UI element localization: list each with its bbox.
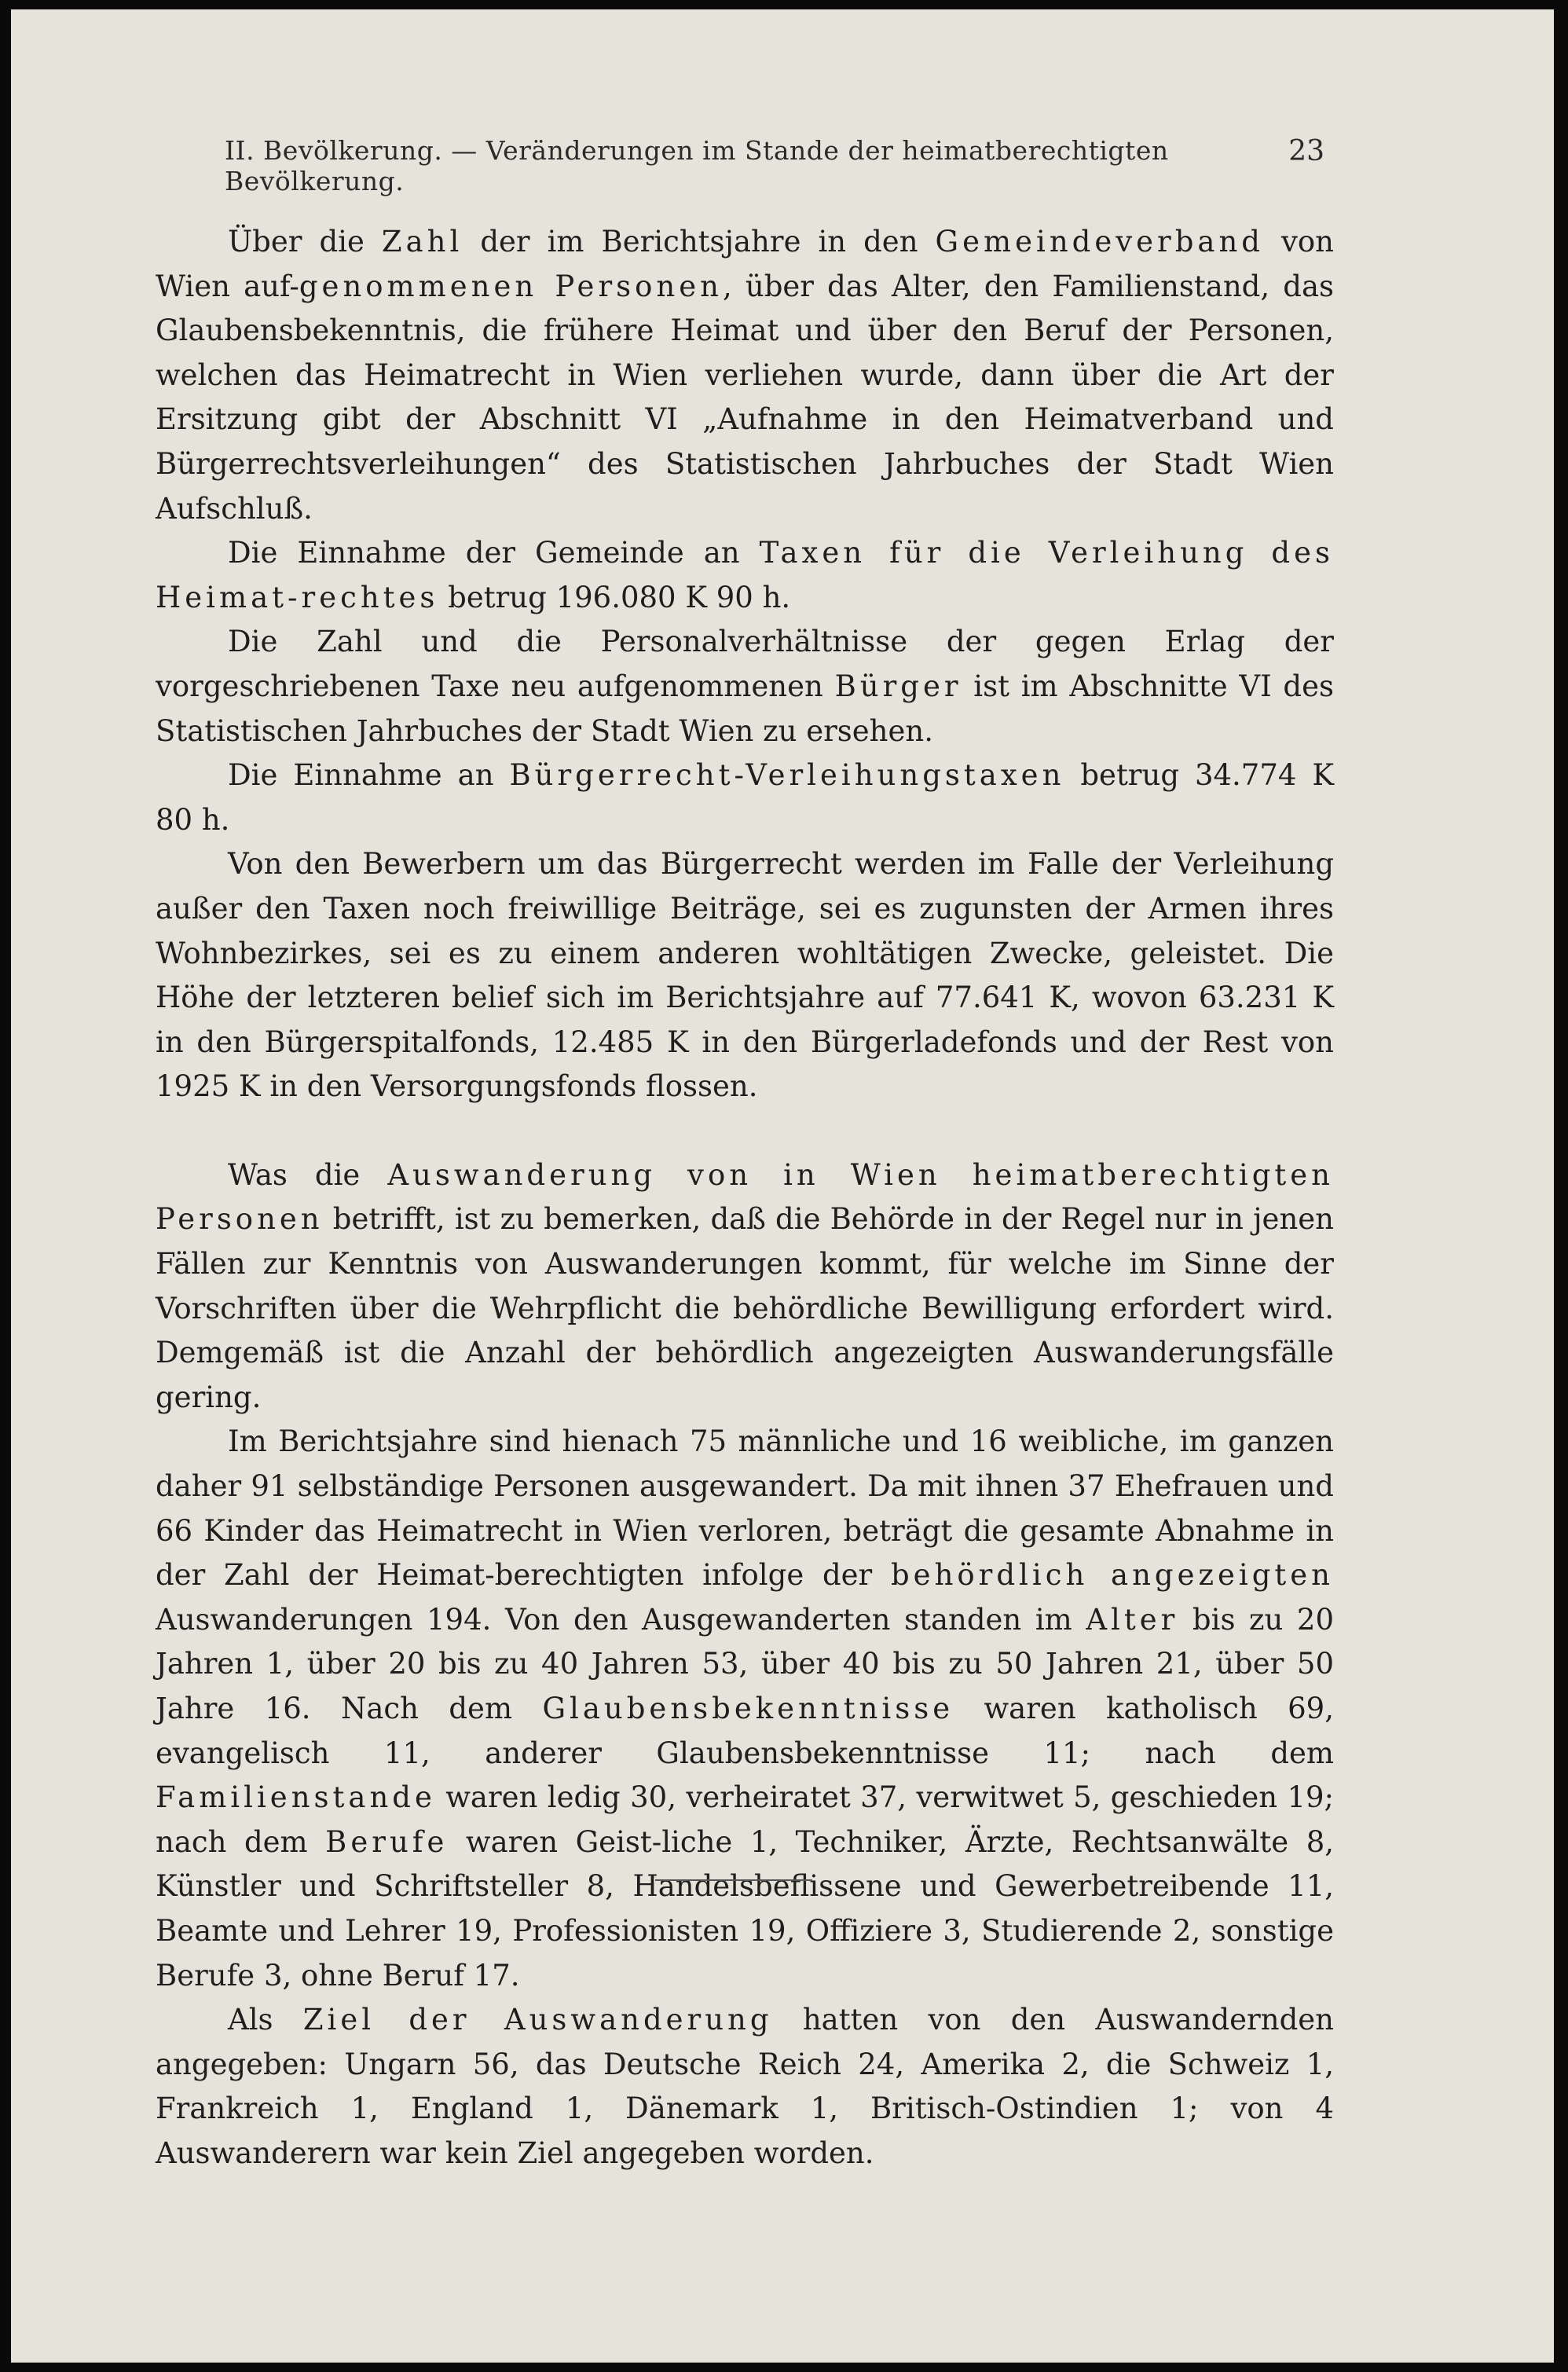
- paragraph: [156, 842, 1334, 1109]
- paragraph: [156, 1420, 1334, 1998]
- header-title: II. Bevölkerung. — Veränderungen im Stande der heimatberechtigten Bevölkerung.: [225, 135, 1169, 196]
- paragraph-text: Die Einnahme an: [228, 758, 510, 793]
- spaced-emphasis-text: Bürgerrecht-Verleihungstaxen: [509, 758, 1065, 793]
- paragraph-text: Im Berichtsjahre sind hienach 75 männliche und 16 weibliche, im ganzen daher 91 selbständige Personen ausgewandert. Da mit ihnen 37 Ehefrauen und 66 Kinder das Heimatrecht in Wien verloren, beträgt die gesamte Abnahme in der Zahl der Heimat-berechtigten infolge der: [156, 1424, 1334, 1593]
- spaced-emphasis-text: genommenen Personen: [299, 269, 723, 303]
- paragraph-text: ist im Abschnitte VI des Statistischen Jahrbuches der Stadt Wien zu ersehen.: [156, 669, 1335, 748]
- spaced-emphasis-text: Alter: [1086, 1602, 1179, 1637]
- page-number: 23: [1288, 135, 1324, 167]
- paragraph-text: Als: [228, 2003, 303, 2037]
- spaced-emphasis-text: Bürger: [834, 669, 962, 703]
- spaced-emphasis-text: Gemeindeverband: [935, 225, 1264, 258]
- paragraph: [156, 531, 1334, 620]
- document-page: [11, 9, 1554, 2363]
- paragraph-text: waren ledig 30, verheiratet 37, verwitwet 5, geschieden 19; nach dem: [156, 1780, 1334, 1859]
- spaced-emphasis-text: Berufe: [325, 1824, 449, 1859]
- paragraph-text: Auswanderungen 194. Von den Ausgewanderten standen im: [156, 1602, 1086, 1637]
- spaced-emphasis-text: behördlich angezeigten: [891, 1558, 1335, 1593]
- paragraph-text: der im Berichtsjahre in den: [463, 225, 936, 258]
- paragraph: [156, 1153, 1334, 1421]
- spaced-emphasis-text: Zahl: [381, 225, 463, 258]
- paragraph-text: Die Zahl und die Personalverhältnisse der gegen Erlag der vorgeschriebenen Taxe neu aufgenommenen: [156, 625, 1334, 703]
- paragraph-text: Von den Bewerbern um das Bürgerrecht werden im Falle der Verleihung außer den Taxen noch freiwillige Beiträge, sei es zugunsten der Armen ihres Wohnbezirkes, sei es zu einem anderen wohltätigen Zwecke, geleistet. Die Höhe der letzteren belief sich im Berichtsjahre auf 77.641 K, wovon 63.231 K in den Bürgerspitalfonds, 12.485 K in den Bürgerladefonds und der Rest von 1925 K in den Versorgungsfonds flossen.: [156, 847, 1334, 1104]
- paragraph-text: bis zu 20 Jahren 1, über 20 bis zu 40 Jahren 53, über 40 bis zu 50 Jahren 21, über 50 Jahre 16. Nach dem: [156, 1602, 1334, 1725]
- paragraph-text: betrifft, ist zu bemerken, daß die Behörde in der Regel nur in jenen Fällen zur Kenntnis von Auswanderungen kommt, für welche im Sinne der Vorschriften über die Wehrpflicht die behördliche Bewilligung erfordert wird. Demgemäß ist die Anzahl der behördlich angezeigten Auswanderungsfälle gering.: [156, 1202, 1334, 1414]
- spaced-emphasis-text: Familienstande: [156, 1780, 436, 1815]
- paragraph-text: betrug 196.080 K 90 h.: [438, 580, 791, 614]
- paragraph-text: von Wien auf-: [156, 225, 1334, 303]
- paragraph-text: Über die: [228, 225, 382, 258]
- paragraph-text: Die Einnahme der Gemeinde an: [228, 536, 760, 570]
- paragraph-text: hatten von den Auswandernden angegeben: Ungarn 56, das Deutsche Reich 24, Amerika 2, die Schweiz 1, Frankreich 1, England 1, Dänemark 1, Britisch-Ostindien 1; von 4 Auswanderern war kein Ziel angegeben worden.: [156, 2003, 1334, 2170]
- spaced-emphasis-text: Glaubensbekenntnisse: [542, 1692, 954, 1725]
- paragraph: [156, 620, 1334, 753]
- end-rule: [655, 1879, 812, 1881]
- paragraph: [156, 753, 1334, 842]
- body-text: [156, 220, 1334, 2176]
- paragraph-text: waren Geist-liche 1, Techniker, Ärzte, Rechtsanwälte 8, Künstler und Schriftsteller 8, Handelsbeflissene und Gewerbetreibende 11, Beamte und Lehrer 19, Professionisten 19, Offiziere 3, Studierende 2, sonstige Berufe 3, ohne Beruf 17.: [156, 1824, 1334, 1993]
- paragraph-text: Was die: [228, 1157, 388, 1192]
- paragraph-text: betrug 34.774 K 80 h.: [156, 758, 1334, 837]
- running-header: [225, 135, 1324, 196]
- spaced-emphasis-text: Taxen für die Verleihung des Heimat-rechtes: [156, 536, 1334, 614]
- spaced-emphasis-text: Auswanderung von in Wien heimatberechtigten Personen: [156, 1157, 1334, 1237]
- paragraph-text: , über das Alter, den Familienstand, das Glaubensbekenntnis, die frühere Heimat und über den Beruf der Personen, welchen das Heimatrecht in Wien verliehen wurde, dann über die Art der Ersitzung gibt der Abschnitt VI „Aufnahme in den Heimatverband und Bürgerrechtsverleihungen“ des Statistischen Jahrbuches der Stadt Wien Aufschluß.: [156, 269, 1334, 526]
- paragraph-text: waren katholisch 69, evangelisch 11, anderer Glaubensbekenntnisse 11; nach dem: [156, 1692, 1334, 1770]
- paragraph: [156, 220, 1334, 531]
- paragraph: [156, 1998, 1334, 2176]
- spaced-emphasis-text: Ziel der Auswanderung: [302, 2003, 773, 2037]
